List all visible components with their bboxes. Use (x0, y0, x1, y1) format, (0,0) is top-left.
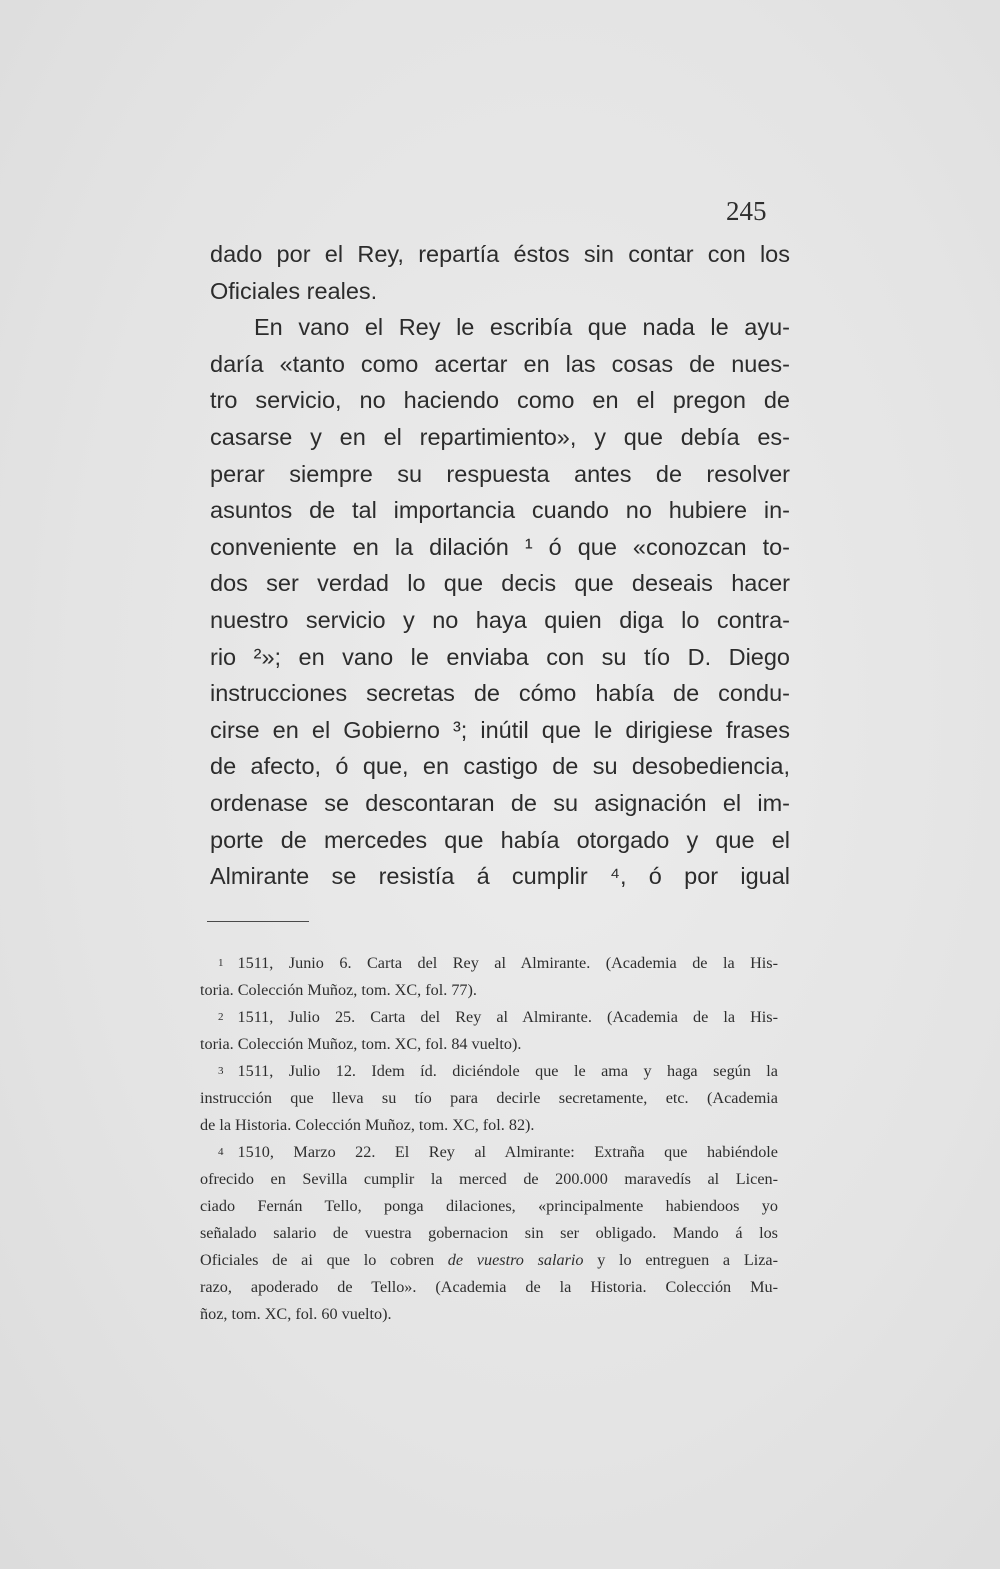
footnote-number: 2 (218, 1011, 224, 1023)
footnote-number: 4 (218, 1146, 224, 1158)
footnote-text: 1511, Julio 25. Carta del Rey al Almirante. (Academia de la His- (237, 1008, 778, 1026)
body-line: dado por el Rey, repartía éstos sin contar con los (210, 241, 790, 267)
body-line: nuestro servicio y no haya quien diga lo contra- (210, 606, 790, 633)
footnote-number: 3 (218, 1065, 224, 1077)
footnote-line: ofrecido en Sevilla cumplir la merced de 200.000 maravedís al Licen- (200, 1170, 778, 1188)
body-line: En vano el Rey le escribía que nada le ayu- (254, 314, 790, 341)
footnote-line (200, 950, 778, 977)
footnote-line: ciado Fernán Tello, ponga dilaciones, «principalmente habiendoos yo (200, 1197, 778, 1215)
footnote-3 (200, 1058, 778, 1139)
body-text (210, 236, 790, 895)
body-line: asuntos de tal importancia cuando no hubiere in- (210, 497, 790, 524)
body-line: instrucciones secretas de cómo había de condu- (210, 680, 790, 707)
footnote-text: 1511, Junio 6. Carta del Rey al Almirante. (Academia de la His- (237, 954, 778, 972)
body-line: perar siempre su respuesta antes de resolver (210, 460, 790, 487)
footnote-text: 1511, Julio 12. Idem íd. diciéndole que le ama y haga según la (237, 1062, 778, 1080)
body-line: conveniente en la dilación ¹ ó que «conozcan to- (210, 533, 790, 560)
footnote-line: toria. Colección Muñoz, tom. XC, fol. 84 vuelto). (200, 1035, 522, 1053)
footnote-number: 1 (218, 957, 224, 969)
body-line: Almirante se resistía á cumplir ⁴, ó por igual (210, 863, 790, 890)
body-line: tro servicio, no haciendo como en el pregon de (210, 387, 790, 414)
footnote-line (200, 1247, 778, 1274)
body-line: dos ser verdad lo que decis que deseais hacer (210, 570, 790, 597)
body-line: casarse y en el repartimiento», y que debía es- (210, 423, 790, 450)
footnote-2 (200, 1004, 778, 1058)
body-line: Oficiales reales. (210, 277, 378, 304)
footnote-line: instrucción que lleva su tío para decirle secretamente, etc. (Academia (200, 1089, 778, 1107)
body-line: ordenase se descontaran de su asignación el im- (210, 789, 790, 816)
page-number: 245 (726, 196, 767, 226)
footnotes (200, 950, 778, 1328)
footnote-text: y lo entreguen a Liza- (597, 1251, 778, 1269)
body-line: porte de mercedes que había otorgado y que el (210, 826, 790, 853)
footnote-divider (207, 921, 309, 922)
footnote-line (200, 1004, 778, 1031)
footnote-text: 1510, Marzo 22. El Rey al Almirante: Extraña que habiéndole (237, 1143, 778, 1161)
footnote-line: toria. Colección Muñoz, tom. XC, fol. 77). (200, 981, 477, 999)
body-line: de afecto, ó que, en castigo de su desobediencia, (210, 753, 790, 780)
footnote-line: señalado salario de vuestra gobernacion sin ser obligado. Mando á los (200, 1224, 778, 1242)
footnote-line: ñoz, tom. XC, fol. 60 vuelto). (200, 1305, 392, 1323)
body-line: daría «tanto como acertar en las cosas de nues- (210, 350, 790, 377)
footnote-italic-phrase: de vuestro salario (447, 1251, 584, 1269)
body-line: rio ²»; en vano le enviaba con su tío D. Diego (210, 643, 790, 670)
footnote-line: razo, apoderado de Tello». (Academia de la Historia. Colección Mu- (200, 1278, 778, 1296)
footnote-text: Oficiales de ai que lo cobren (200, 1251, 448, 1269)
footnote-line: de la Historia. Colección Muñoz, tom. XC, fol. 82). (200, 1116, 535, 1134)
footnote-line (200, 1058, 778, 1085)
body-line: cirse en el Gobierno ³; inútil que le dirigiese frases (210, 716, 790, 743)
footnote-1 (200, 950, 778, 1004)
footnote-line (200, 1139, 778, 1166)
footnote-4 (200, 1139, 778, 1328)
